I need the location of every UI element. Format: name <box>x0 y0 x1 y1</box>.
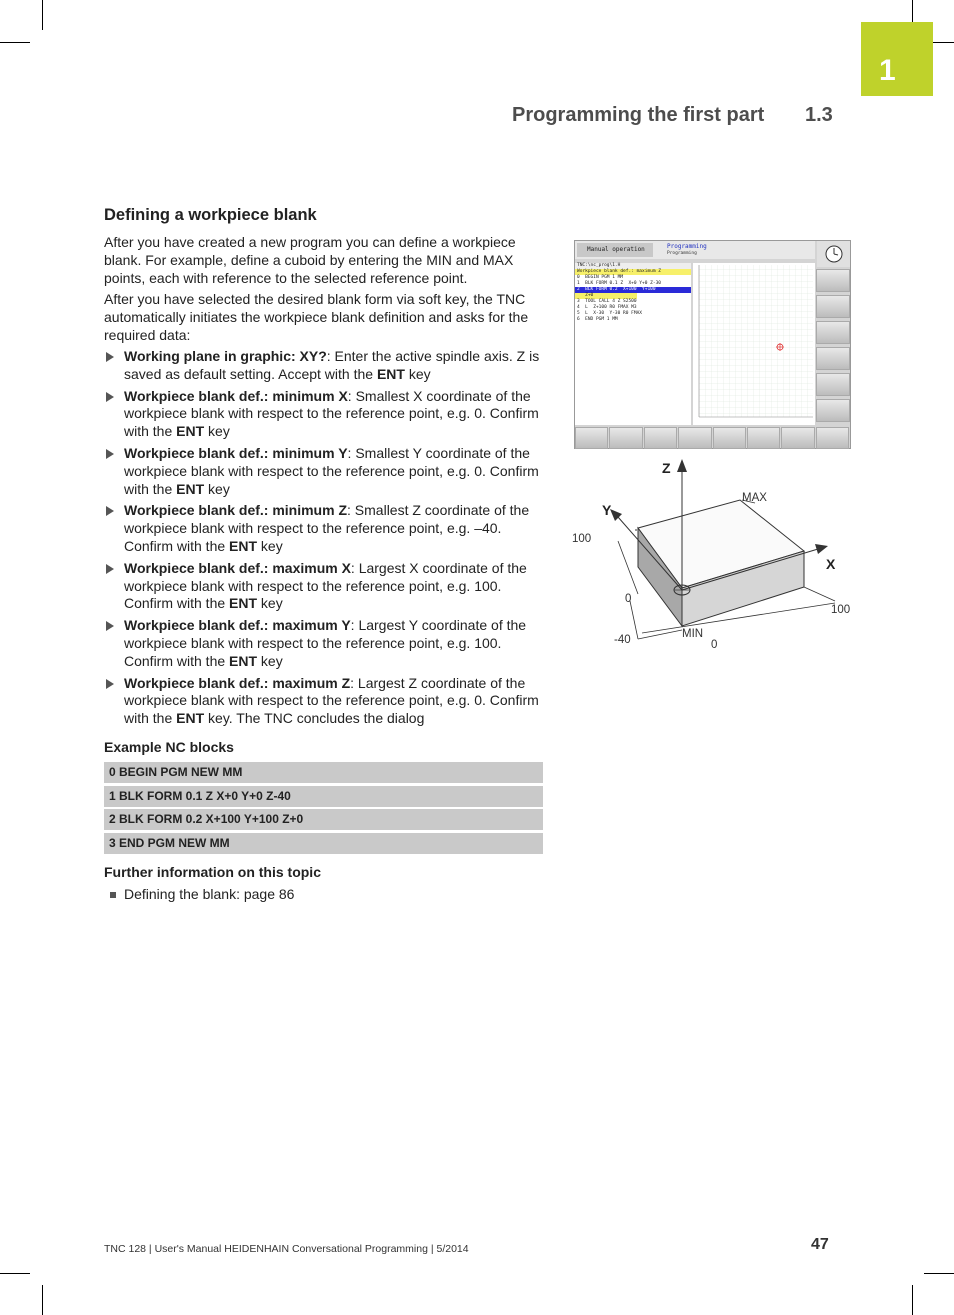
arrow-icon <box>106 621 114 631</box>
step-item <box>104 445 542 498</box>
step-text: : Smallest Y coordinate of the workpiece blank with respect to the reference point, e.g. 0. Confirm with the <box>124 444 539 497</box>
softkey <box>816 321 850 344</box>
step-item <box>104 675 542 728</box>
arrow-icon <box>106 506 114 516</box>
step-text: : Enter the active spindle axis. Z is saved as default setting. Accept with the <box>124 348 540 382</box>
key-name: ENT <box>176 480 205 497</box>
bullet-square-icon <box>110 892 116 898</box>
section-title: Defining a workpiece blank <box>104 206 317 224</box>
further-heading: Further information on this topic <box>104 864 321 880</box>
program-file-path: TNC:\nc_prog\1.H <box>575 263 691 269</box>
key-name: ENT <box>176 423 205 440</box>
arrow-icon <box>106 392 114 402</box>
dialog-prompt: Workpiece blank def.: maximum Z <box>575 269 691 275</box>
axis-z-label: Z <box>662 460 671 476</box>
program-line: 4 L Z+100 R0 FMAX M3 <box>577 305 637 310</box>
program-line: 0 BEGIN PGM 1 MM <box>577 275 624 280</box>
nc-row: 1 BLK FORM 0.1 Z X+0 Y+0 Z-40 <box>104 786 543 807</box>
crop-mark <box>42 0 43 30</box>
screen-mode-bar <box>575 241 815 259</box>
crop-mark <box>912 1285 913 1315</box>
softkey <box>816 347 850 370</box>
mode-programming <box>657 243 717 257</box>
step-text: : Smallest Z coordinate of the workpiece blank with respect to the reference point, e.g. –40. Confirm with the <box>124 502 530 554</box>
key-name: ENT <box>376 365 405 382</box>
body-column <box>104 233 542 732</box>
running-header-title: Programming the first part <box>512 104 765 126</box>
graphics-grid <box>693 263 815 425</box>
intro-paragraph: After you have selected the desired blank form via soft key, the TNC automatically initiates the workpiece blank definition and asks for the required data: <box>104 291 529 343</box>
arrow-icon <box>106 564 114 574</box>
step-text: : Largest Y coordinate of the workpiece blank with respect to the reference point, e.g. 100. Confirm with the <box>124 617 527 669</box>
key-name: ENT <box>229 595 258 612</box>
nc-row: 3 END PGM NEW MM <box>104 833 543 854</box>
step-item <box>104 388 542 441</box>
key-name: ENT <box>229 652 258 669</box>
example-heading: Example NC blocks <box>104 739 234 755</box>
key-name: ENT <box>176 710 205 727</box>
step-text: key <box>204 423 230 440</box>
program-line: 5 L X-30 Y-30 R0 FMAX <box>577 311 643 316</box>
step-item <box>104 502 542 555</box>
chapter-tab <box>861 22 933 96</box>
softkey <box>816 269 850 292</box>
program-line: 1 BLK FORM 0.1 Z X+0 Y+0 Z-30 <box>577 281 661 286</box>
softkey <box>678 427 711 449</box>
program-line-selected: 2 BLK FORM 0.2 X+100 Y+100 <box>575 287 691 293</box>
chapter-number: 1 <box>879 54 896 87</box>
step-text: : Largest X coordinate of the workpiece blank with respect to the reference point, e.g. 100. Confirm with the <box>124 559 527 612</box>
intro-paragraph: After you have created a new program you can define a workpiece blank. For example, define a cuboid by entering the MIN and MAX points, each with reference to the selected reference point. <box>104 234 516 286</box>
program-line: 3 TOOL CALL 4 Z S2500 <box>577 299 637 304</box>
softkey <box>781 427 814 449</box>
running-header-section: 1.3 <box>805 104 833 126</box>
further-item <box>110 886 294 902</box>
softkey <box>816 295 850 318</box>
vertical-softkey-bar <box>816 269 850 425</box>
further-link-text: Defining the blank: page 86 <box>124 886 295 902</box>
clock-icon-svg <box>817 241 850 267</box>
x-100-label: 100 <box>831 604 851 616</box>
softkey <box>609 427 642 449</box>
key-name: ENT <box>229 537 258 554</box>
step-item <box>104 617 542 670</box>
min-point-label: MIN <box>682 628 704 640</box>
step-text: : Smallest X coordinate of the workpiece blank with respect to the reference point, e.g. 0. Confirm with the <box>124 387 539 440</box>
crop-mark <box>924 1273 954 1274</box>
crop-mark <box>42 1285 43 1315</box>
tnc-screen-screenshot <box>574 240 851 449</box>
softkey <box>816 427 849 449</box>
step-term: Working plane in graphic: XY? <box>124 348 327 364</box>
axis-y-label: Y <box>602 502 612 518</box>
horizontal-softkey-bar <box>575 427 850 449</box>
axis-x-label: X <box>826 556 836 572</box>
max-point-label: MAX <box>742 492 767 504</box>
nc-row: 2 BLK FORM 0.2 X+100 Y+100 Z+0 <box>104 809 543 830</box>
arrow-icon <box>106 352 114 362</box>
mode-programming-sub: Programming <box>667 251 697 256</box>
step-text: key <box>257 537 283 554</box>
z-minus40-label: -40 <box>614 634 631 646</box>
softkey <box>713 427 746 449</box>
step-term: Workpiece blank def.: minimum Y <box>124 444 348 461</box>
step-item <box>104 348 542 384</box>
x-0-label: 0 <box>711 639 718 651</box>
program-line: 6 END PGM 1 MM <box>577 317 618 322</box>
crop-mark <box>0 42 30 43</box>
softkey <box>816 373 850 396</box>
step-term: Workpiece blank def.: maximum X <box>124 559 351 576</box>
step-text: key <box>257 595 283 612</box>
step-term: Workpiece blank def.: minimum X <box>124 387 348 404</box>
y-100-label: 100 <box>572 533 592 545</box>
softkey <box>747 427 780 449</box>
nc-block-table <box>104 762 543 856</box>
softkey <box>575 427 608 449</box>
step-text: key <box>257 652 283 669</box>
step-text: key <box>204 480 230 497</box>
page-number: 47 <box>811 1236 829 1253</box>
arrow-icon <box>106 679 114 689</box>
program-line: Z+0 <box>575 293 637 299</box>
nc-row: 0 BEGIN PGM NEW MM <box>104 762 543 783</box>
softkey <box>644 427 677 449</box>
arrow-icon <box>106 449 114 459</box>
step-term: Workpiece blank def.: minimum Z <box>124 502 348 519</box>
program-editor <box>575 263 691 425</box>
mode-manual-operation: Manual operation <box>577 243 653 257</box>
step-term: Workpiece blank def.: maximum Y <box>124 617 351 634</box>
step-text: key <box>404 365 431 382</box>
softkey <box>816 399 850 422</box>
step-text: key. The TNC concludes the dialog <box>204 710 425 727</box>
graphics-view <box>693 263 815 425</box>
crop-mark <box>0 1273 30 1274</box>
step-list <box>104 348 542 728</box>
step-text: : Largest Z coordinate of the workpiece blank with respect to the reference point, e.g. 0. Confirm with the <box>124 674 539 727</box>
step-term: Workpiece blank def.: maximum Z <box>124 674 351 691</box>
mode-programming-label: Programming <box>667 243 707 250</box>
step-item <box>104 560 542 613</box>
footer-text: TNC 128 | User's Manual HEIDENHAIN Conversational Programming | 5/2014 <box>104 1243 469 1255</box>
clock-icon <box>817 241 850 267</box>
y-0-label: 0 <box>625 593 632 605</box>
